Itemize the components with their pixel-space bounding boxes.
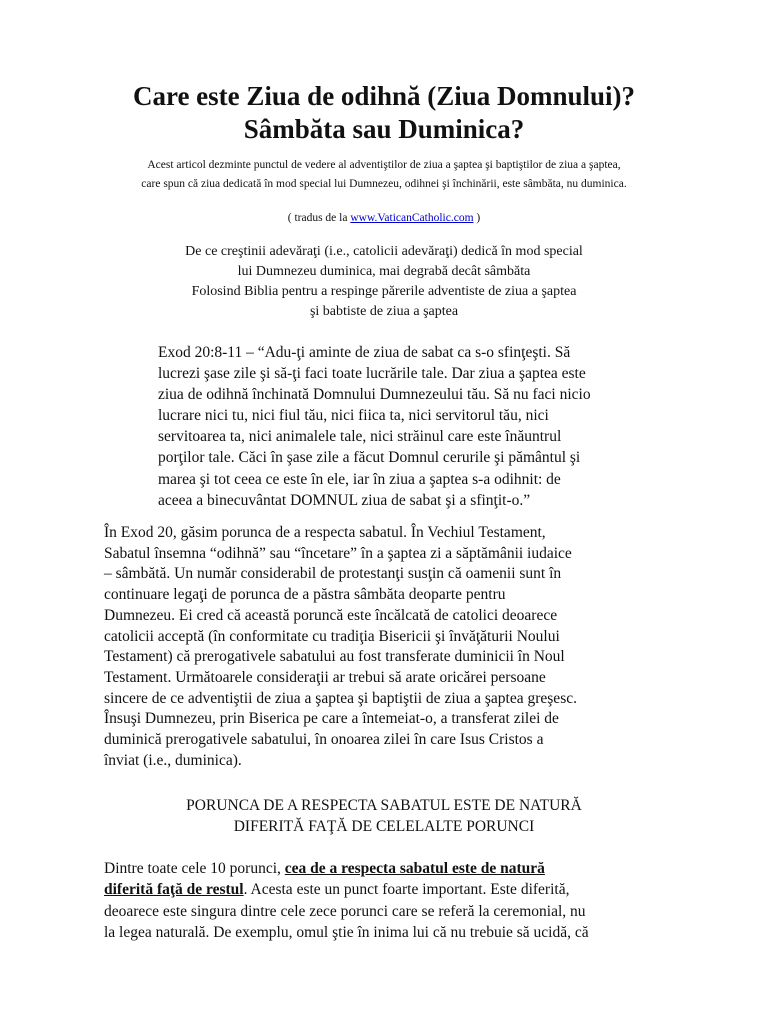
- body-line: – sâmbătă. Un număr considerabil de protestanţi susţin că oamenii sunt în: [104, 565, 562, 583]
- quote-line: marea şi tot ceea ce este în ele, iar în ziua a şaptea s-a odihnit: de: [158, 470, 561, 488]
- scripture-quote: [158, 342, 718, 511]
- body-line: [104, 858, 704, 879]
- body-paragraph-2: [104, 858, 704, 943]
- body-line: deoarece este singura dintre cele zece porunci care se referă la ceremonial, nu: [104, 902, 586, 920]
- quote-line: aceea a binecuvântat DOMNUL ziua de sabat şi a sfinţit-o.”: [158, 491, 531, 509]
- body-text: Dintre toate cele 10 porunci,: [104, 860, 285, 877]
- intro-line: Acest articol dezminte punctul de vedere al adventiştilor de ziua a şaptea şi baptiştilor de ziua a şaptea,: [147, 159, 621, 171]
- subtitle-line: Folosind Biblia pentru a respinge părerile adventiste de ziua a şaptea: [191, 284, 577, 299]
- body-line: Testament. Următoarele consideraţii ar trebui să arate oricărei persoane: [104, 668, 546, 686]
- intro-paragraph: [60, 156, 708, 194]
- body-line: sincere de ce adventiştii de ziua a şaptea şi baptiştii de ziua a şaptea greşesc.: [104, 689, 577, 707]
- subtitle-line: De ce creştinii adevăraţi (i.e., catolicii adevăraţi) dedică în mod special: [185, 244, 583, 259]
- quote-line: ziua de odihnă închinată Domnului Dumnezeului tău. Să nu faci nicio: [158, 386, 591, 404]
- subtitle-line: şi babtiste de ziua a şaptea: [309, 304, 459, 319]
- emphasis-text: cea de a respecta sabatul este de natură: [284, 860, 545, 877]
- quote-line: servitoarea ta, nici animalele tale, nici străinul care este înăuntrul: [158, 428, 562, 446]
- body-paragraph-1: [104, 523, 704, 771]
- section-heading: [60, 795, 708, 837]
- source-suffix: ): [473, 212, 481, 224]
- body-line: la legea naturală. De exemplu, omul ştie în inima lui că nu trebuie să ucidă, că: [104, 923, 589, 941]
- quote-line: porţilor tale. Căci în şase zile a făcut Domnul cerurile şi pământul şi: [158, 449, 581, 467]
- quote-line: Exod 20:8-11 – “Adu-ţi aminte de ziua de sabat ca s-o sfinţeşti. Să: [158, 344, 571, 361]
- subtitle-line: lui Dumnezeu duminica, mai degrabă decât sâmbăta: [237, 264, 531, 279]
- quote-line: lucrezi şase zile şi să-ţi faci toate lucrările tale. Dar ziua a şaptea este: [158, 365, 586, 383]
- body-line: Dumnezeu. Ei cred că această poruncă este încălcată de catolici deoarece: [104, 606, 558, 624]
- heading-line: DIFERITĂ FAŢĂ DE CELELALTE PORUNCI: [233, 818, 535, 835]
- intro-line: care spun că ziua dedicată în mod special lui Dumnezeu, odihnei şi închinării, este sâmbăta, nu duminica.: [141, 178, 627, 190]
- body-line: Sabatul însemna “odihnă” sau “încetare” în a şaptea zi a săptămânii iudaice: [104, 544, 572, 562]
- body-line: continuare legaţi de porunca de a păstra sâmbăta deoparte pentru: [104, 586, 506, 604]
- body-line: catolicii acceptă (în conformitate cu tradiţia Bisericii şi învăţăturii Noului: [104, 627, 560, 645]
- body-line: În Exod 20, găsim porunca de a respecta sabatul. În Vechiul Testament,: [104, 524, 546, 541]
- body-line: Însuşi Dumnezeu, prin Biserica pe care a întemeiat-o, a transferat zilei de: [104, 710, 559, 728]
- body-line: [104, 879, 704, 900]
- page-title: [60, 80, 708, 146]
- source-note: [60, 210, 708, 226]
- source-prefix: ( tradus de la: [287, 212, 351, 224]
- subtitle-block: [60, 242, 708, 322]
- body-text: . Acesta este un punct foarte important. Este diferită,: [243, 881, 570, 899]
- body-line: Testament) că prerogativele sabatului au fost transferate duminicii în Noul: [104, 648, 565, 666]
- body-line: duminică prerogativele sabatului, în onoarea zilei în care Isus Cristos a: [104, 731, 544, 749]
- heading-line: PORUNCA DE A RESPECTA SABATUL ESTE DE NATURĂ: [186, 797, 582, 814]
- quote-line: lucrare nici tu, nici fiul tău, nici fiica ta, nici servitorul tău, nici: [158, 407, 549, 425]
- emphasis-text: diferită faţă de restul: [104, 881, 244, 899]
- title-line-1: Care este Ziua de odihnă (Ziua Domnului)?: [132, 81, 636, 111]
- source-link[interactable]: www.VaticanCatholic.com: [350, 212, 474, 224]
- body-line: înviat (i.e., duminica).: [104, 751, 242, 769]
- title-line-2: Sâmbăta sau Duminica?: [243, 114, 525, 144]
